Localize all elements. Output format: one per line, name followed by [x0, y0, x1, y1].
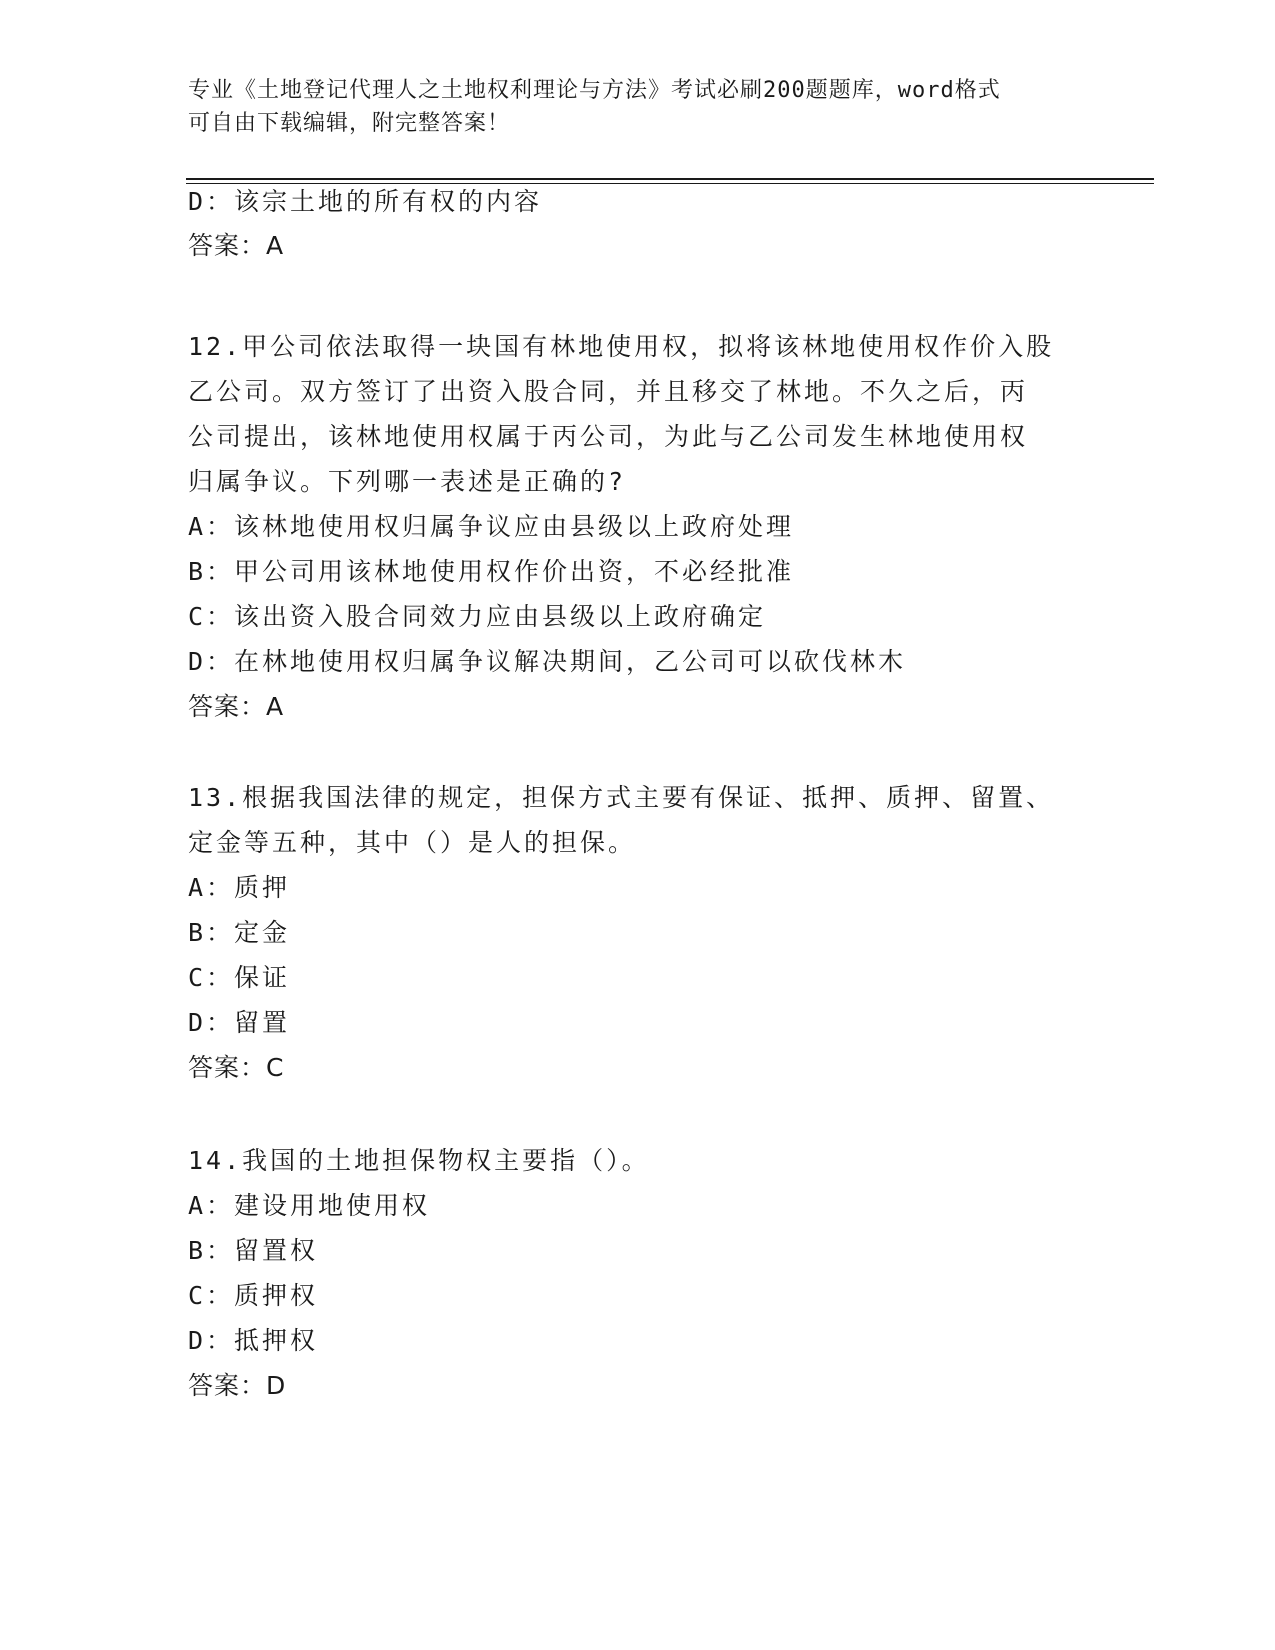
header-divider-thick	[186, 178, 1154, 180]
q14-option-d: D：抵押权	[188, 1326, 319, 1355]
q11-option-d: D：该宗土地的所有权的内容	[188, 187, 543, 216]
q12-stem-line-2: 乙公司。双方签订了出资入股合同，并且移交了林地。不久之后，丙	[188, 377, 1029, 406]
q14-option-a: A：建设用地使用权	[188, 1191, 431, 1220]
q12-stem-line-4: 归属争议。下列哪一表述是正确的?	[188, 467, 627, 496]
q12-option-b: B：甲公司用该林地使用权作价出资，不必经批准	[188, 557, 795, 586]
document-header	[188, 74, 1088, 140]
q11-answer: 答案：A	[188, 231, 285, 260]
q12-option-c: C：该出资入股合同效力应由县级以上政府确定	[188, 602, 767, 631]
q13-option-d: D：留置	[188, 1008, 291, 1037]
q13-answer: 答案：C	[188, 1053, 285, 1082]
q12-answer: 答案：A	[188, 692, 285, 721]
q13-option-a: A：质押	[188, 873, 291, 902]
header-line-1: 专业《土地登记代理人之土地权利理论与方法》考试必刷200题题库，word格式	[188, 78, 1001, 103]
q14-answer: 答案：D	[188, 1371, 287, 1400]
q12-option-d: D：在林地使用权归属争议解决期间，乙公司可以砍伐林木	[188, 647, 907, 676]
header-divider-thin	[186, 183, 1154, 184]
q14-option-c: C：质押权	[188, 1281, 319, 1310]
header-line-2: 可自由下载编辑，附完整答案！	[188, 111, 511, 136]
q12-stem-line-1: 12.甲公司依法取得一块国有林地使用权，拟将该林地使用权作价入股	[188, 332, 1055, 361]
q13-option-b: B：定金	[188, 918, 291, 947]
q12-option-a: A：该林地使用权归属争议应由县级以上政府处理	[188, 512, 795, 541]
q12-stem-line-3: 公司提出，该林地使用权属于丙公司，为此与乙公司发生林地使用权	[188, 422, 1029, 451]
q13-option-c: C：保证	[188, 963, 291, 992]
q13-stem-line-2: 定金等五种，其中（）是人的担保。	[188, 828, 637, 857]
q14-option-b: B：留置权	[188, 1236, 319, 1265]
q13-stem-line-1: 13.根据我国法律的规定，担保方式主要有保证、抵押、质押、留置、	[188, 783, 1055, 812]
q14-stem-line-1: 14.我国的土地担保物权主要指（）。	[188, 1146, 650, 1175]
